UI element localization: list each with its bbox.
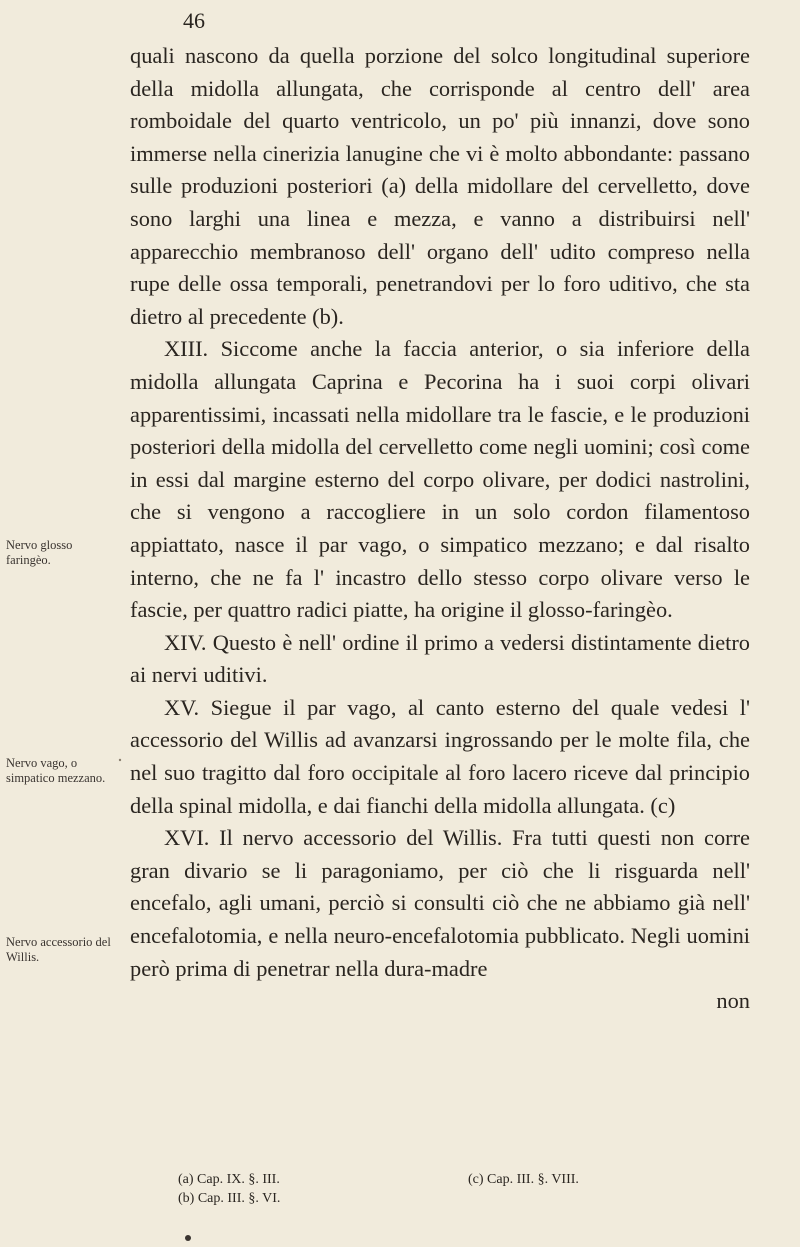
footnote-c: (c) Cap. III. §. VIII. xyxy=(468,1172,579,1187)
page-number: 46 xyxy=(183,8,205,33)
paragraph-xiv: XIV. Questo è nell' ordine il primo a vedersi distintamente dietro ai nervi uditivi. xyxy=(130,629,750,688)
sidenote-nervo-vago: Nervo vago, o simpatico mezzano. xyxy=(6,756,106,785)
paragraph-xiii: XIII. Siccome anche la faccia anterior, o sia inferiore della midolla allungata Caprina e Pecorina ha i suoi corpi olivari apparentissimi, incassati nella midollare tra le fascie, e le produzioni posteriori della midolla del cervelletto come negli uomini; così come in essi dal margine esterno del corpo olivare, per dodici nastrolini, che si vengono a raccogliere in un solo cordon filamentoso appiattato, nasce il par vago, o simpatico mezzano; e dal risalto interno, che ne fa l' incastro dello stesso corpo olivare verso le fascie, per quattro radici piatte, ha origine il glosso-faringèo. xyxy=(130,336,750,623)
paragraph-continuation: quali nascono da quella porzione del solco longitudinal superiore della midolla allungata, che corrisponde al centro dell' area romboidale del quarto ventricolo, un po' più innanzi, dove sono immerse nella cinerizia lanugine che vi è molto abbondante: passano sulle produzioni posteriori (a) della midollare del cervelletto, dove sono larghi una linea e mezza, e vanno a distribuirsi nell' apparecchio membranoso dell' organo dell' udito compreso nella rupe delle ossa temporali, penetrandovi per lo foro uditivo, che sta dietro al precedente (b). xyxy=(130,43,750,329)
ink-speck xyxy=(185,1235,191,1241)
footnote-a: (a) Cap. IX. §. III. xyxy=(178,1172,280,1187)
ink-speck xyxy=(119,759,121,761)
footnote-b: (b) Cap. III. §. VI. xyxy=(178,1191,281,1206)
sidenote-glosso-faringeo: Nervo glosso faringèo. xyxy=(6,538,73,567)
catchword: non xyxy=(716,988,750,1014)
paragraph-xv: XV. Siegue il par vago, al canto esterno del quale vedesi l' accessorio del Willis ad avanzarsi ingrossando per le molte fila, che nel suo tragitto dal foro occipitale al foro lacero riceve dal principio della spinal midolla, e dai fianchi della midolla allungata. (c) xyxy=(130,694,750,818)
paragraph-xvi: XVI. Il nervo accessorio del Willis. Fra tutti questi non corre gran divario se li paragoniamo, per ciò che li risguarda nell' encefalo, agli umani, perciò si consulti ciò che ne abbiamo già nell' encefalotomia, e nella neuro-encefalotomia pubblicato. Negli uomini però prima di penetrar nella dura-madre xyxy=(130,825,750,981)
sidenote-accessorio: Nervo accessorio del Willis. xyxy=(6,935,111,964)
